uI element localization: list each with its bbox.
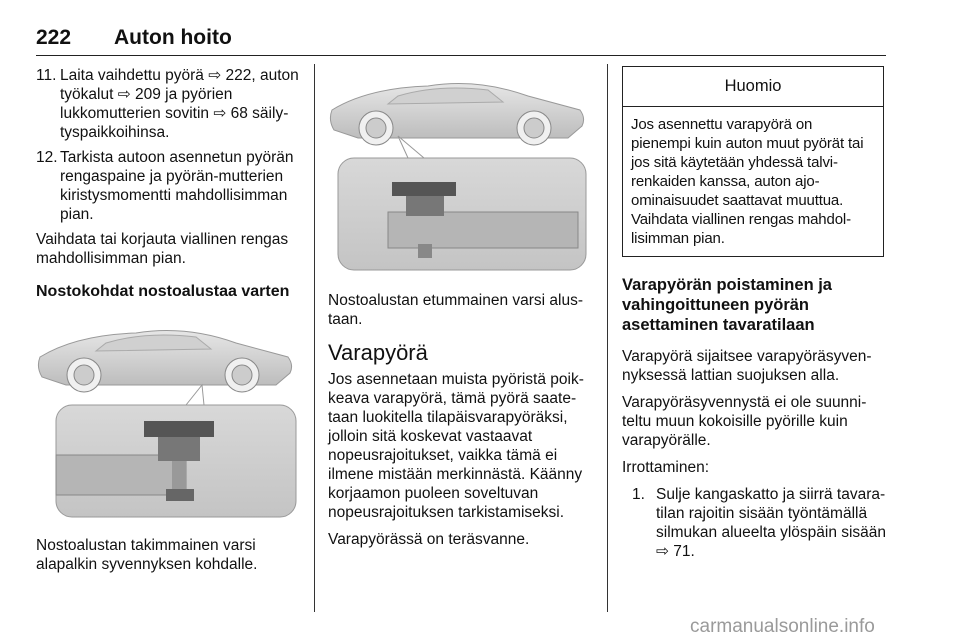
column-2: [328, 66, 593, 557]
paragraph: Varapyörässä on teräsvanne.: [328, 531, 530, 548]
column-1: [36, 66, 301, 582]
section-heading: Varapyörä: [328, 340, 428, 365]
note-box: [622, 66, 884, 257]
list-number: 11.: [36, 67, 57, 84]
list-number: 1.: [632, 486, 645, 503]
section-subheading: Nostokohdat nostoalustaa varten: [36, 283, 290, 300]
paragraph: Varapyöräsyvennystä ei ole suunni-teltu muun kokoisille pyörille kuin varapyörälle.: [622, 394, 867, 449]
section-subheading: Varapyörän poistaminen ja vahingoittuneen pyörän asettaminen tavaratilaan: [622, 276, 832, 334]
car-lift-rear-image: [36, 313, 298, 520]
paragraph: Vaihdata tai korjauta viallinen rengas mahdollisimman pian.: [36, 231, 289, 267]
column-3: [622, 66, 887, 567]
page-number: 222: [36, 26, 72, 49]
list-item: [36, 148, 301, 224]
note-body: Jos asennettu varapyörä on pienempi kuin auton muut pyörät tai jos sitä käytetään yhdessä talvi-renkaiden kanssa, auton ajo-ominaisuudet saattavat muuttua. Vaihdata viallinen rengas mahdol-lisimman pian.: [631, 116, 864, 247]
lift-point-rear-illustration: [36, 313, 298, 520]
paragraph: Irrottaminen:: [622, 459, 710, 476]
lift-point-front-illustration: [328, 66, 590, 273]
car-lift-front-image: [328, 66, 590, 273]
list-text: Tarkista autoon asennetun pyörän rengaspaine ja pyörän-mutterien kiristysmomentti mahdollisimman pian.: [60, 149, 294, 223]
watermark: carmanualsonline.info: [690, 616, 875, 637]
list-item: [36, 66, 301, 142]
image-caption: Nostoalustan takimmainen varsi alapalkin syvennyksen kohdalle.: [36, 537, 258, 573]
note-title: Huomio: [623, 67, 883, 107]
paragraph: Varapyörä sijaitsee varapyöräsyven-nyksessä lattian suojuksen alla.: [622, 348, 872, 384]
image-caption: Nostoalustan etummainen varsi alus-taan.: [328, 292, 584, 328]
list-text: Laita vaihdettu pyörä ⇨ 222, auton työkalut ⇨ 209 ja pyörien lukkomutterien sovitin ⇨ 68 säily-tyspaikkoihinsa.: [60, 67, 299, 141]
column-divider: [607, 64, 608, 612]
list-number: 12.: [36, 149, 58, 166]
list-text: Sulje kangaskatto ja siirrä tavara-tilan rajoitin sisään työntämällä silmukan alueelta ylöspäin sisään ⇨ 71.: [656, 486, 887, 560]
paragraph: Jos asennetaan muista pyöristä poik-keava varapyörä, tämä pyörä saate-taan luokitella tilapäisvarapyöräksi, jolloin sitä koskevat vastaavat nopeusrajoitukset, vaikka tämä ei ilmene mistään merkinnästä. Käänny korjaamon puoleen soveltuvan nopeusrajoituksen tarkistamiseksi.: [328, 371, 584, 521]
page-title: Auton hoito: [114, 26, 232, 49]
page-header: [36, 26, 886, 56]
column-divider: [314, 64, 315, 612]
list-item: [632, 485, 887, 561]
